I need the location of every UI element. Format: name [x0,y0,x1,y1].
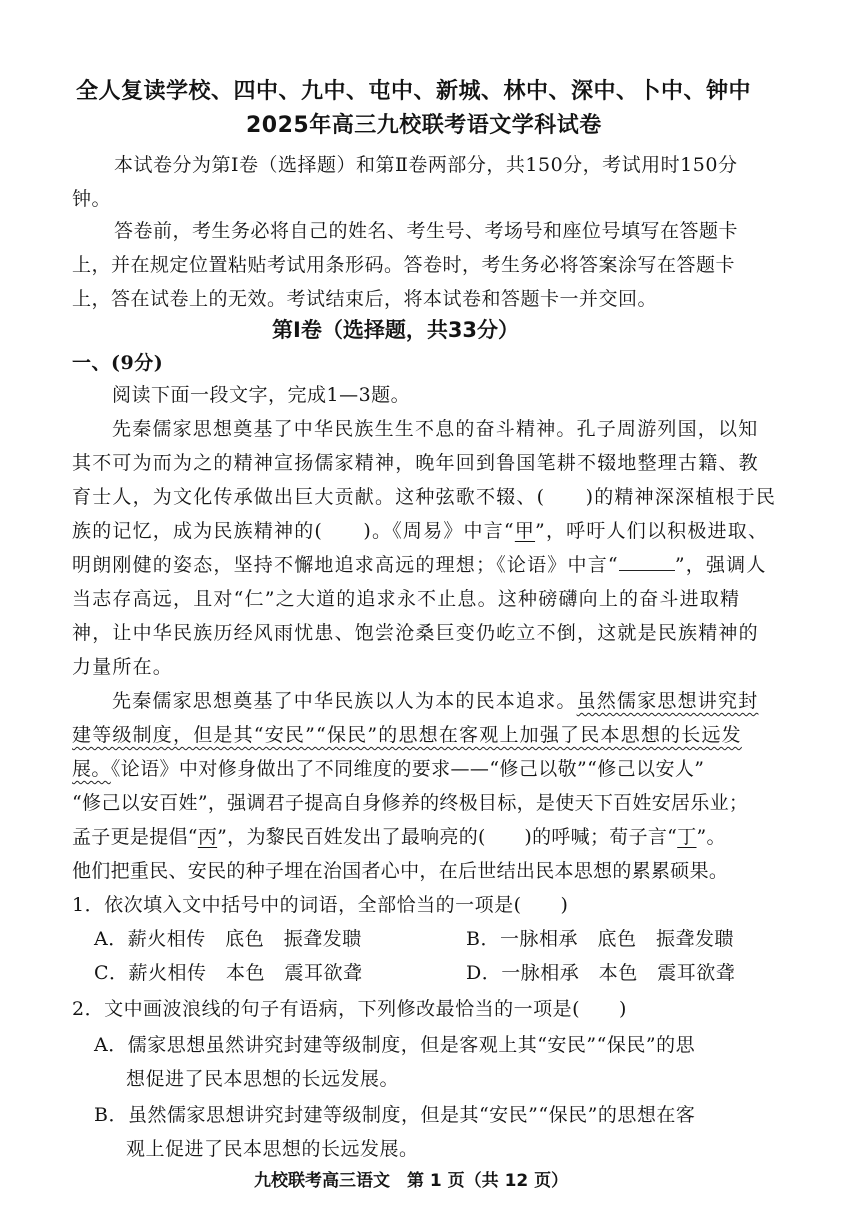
text: 明朗刚健的姿态，坚持不懈地追求高远的理想；《论语》中言“ [72,554,619,576]
text: ”，呼吁人们以积极进取、 [535,520,769,542]
passage-line: “修己以安百姓”，强调君子提高自身修养的终极目标，是使天下百姓安居乐业； [72,792,749,814]
passage-line: 当志存高远，且对“仁”之大道的追求永不止息。这种磅礴向上的奋斗进取精 [72,588,741,610]
passage-line: 其不可为而为之的精神宣扬儒家精神，晚年回到鲁国笔耕不辍地整理古籍、教 [72,452,759,474]
passage-line: 育士人，为文化传承做出巨大贡献。这种弦歌不辍、( )的精神深深植根于民 [72,486,777,508]
section-heading: 一、(9分) [72,352,164,374]
option-d[interactable]: D．一脉相承 本色 震耳欲聋 [466,962,736,984]
exam-title: 2025年高三九校联考语文学科试卷 [246,113,602,138]
section-intro: 阅读下面一段文字，完成1—3题。 [112,384,411,406]
passage-line [72,516,768,543]
passage-line [72,754,704,781]
page-footer: 九校联考高三语文 第 1 页（共 12 页） [254,1171,569,1191]
question-stem: 2．文中画波浪线的句子有语病，下列修改最恰当的一项是( ) [72,998,627,1020]
passage-line: 他们把重民、安民的种子埋在治国者心中，在后世结出民本思想的累累硕果。 [72,860,729,882]
instruction-line: 答卷前，考生务必将自己的姓名、考生号、考场号和座位号填写在答题卡 [114,220,739,242]
passage-line [72,720,742,747]
option-b[interactable]: B．一脉相承 底色 振聋发聩 [466,928,734,950]
text: ”，为黎民百姓发出了最响亮的( )的呼喊；荀子言“ [217,826,678,848]
option-a-cont: 想促进了民本思想的长远发展。 [126,1068,400,1090]
wavy-sentence: 建等级制度，但是其“安民”“保民”的思想在客观上加强了民本思想的长远发 [72,724,742,746]
passage-line [72,822,726,849]
instruction-line: 上，并在规定位置粘贴考试用条形码。答卷时，考生务必将答案涂写在答题卡 [72,254,736,276]
wavy-sentence: 虽然儒家思想讲究封 [576,690,759,712]
instruction-line: 本试卷分为第Ⅰ卷（选择题）和第Ⅱ卷两部分，共150分，考试用时150分 [114,154,738,176]
text: ”，强调人 [674,554,767,576]
blank-yi [619,556,675,571]
passage-line: 神，让中华民族历经风雨忧患、饱尝沧桑巨变仍屹立不倒，这就是民族精神的 [72,622,759,644]
blank-jia: 甲 [514,520,536,542]
option-b[interactable]: B．虽然儒家思想讲究封建等级制度，但是其“安民”“保民”的思想在客 [94,1104,696,1126]
part-title: 第Ⅰ卷（选择题，共33分） [272,318,520,342]
text: 先秦儒家思想奠基了中华民族以人为本的民本追求。 [112,690,577,712]
blank-bing: 丙 [197,826,218,848]
instruction-line: 上，答在试卷上的无效。考试结束后，将本试卷和答题卡一并交回。 [72,288,658,310]
option-a[interactable]: A．儒家思想虽然讲究封建等级制度，但是客观上其“安民”“保民”的思 [94,1034,696,1056]
wavy-sentence: 展。 [72,758,111,780]
blank-ding: 丁 [677,826,697,848]
passage-line: 先秦儒家思想奠基了中华民族生生不息的奋斗精神。孔子周游列国，以知 [112,418,759,440]
text: ”。 [696,826,726,848]
text: 孟子更是提倡“ [72,826,198,848]
text: 《论语》中对修身做出了不同维度的要求——“修己以敬”“修己以安人” [110,758,705,780]
school-list: 全人复读学校、四中、九中、屯中、新城、林中、深中、卜中、钟中 [76,79,752,104]
text: 族的记忆，成为民族精神的( )。《周易》中言“ [72,520,515,542]
passage-line [112,686,758,713]
option-a[interactable]: A．薪火相传 底色 振聋发聩 [94,928,362,950]
passage-line [72,550,767,577]
option-c[interactable]: C．薪火相传 本色 震耳欲聋 [94,962,363,984]
question-stem: 1．依次填入文中括号中的词语，全部恰当的一项是( ) [72,894,569,916]
passage-line: 力量所在。 [72,656,174,678]
instruction-line: 钟。 [72,188,112,210]
option-b-cont: 观上促进了民本思想的长远发展。 [126,1138,419,1160]
